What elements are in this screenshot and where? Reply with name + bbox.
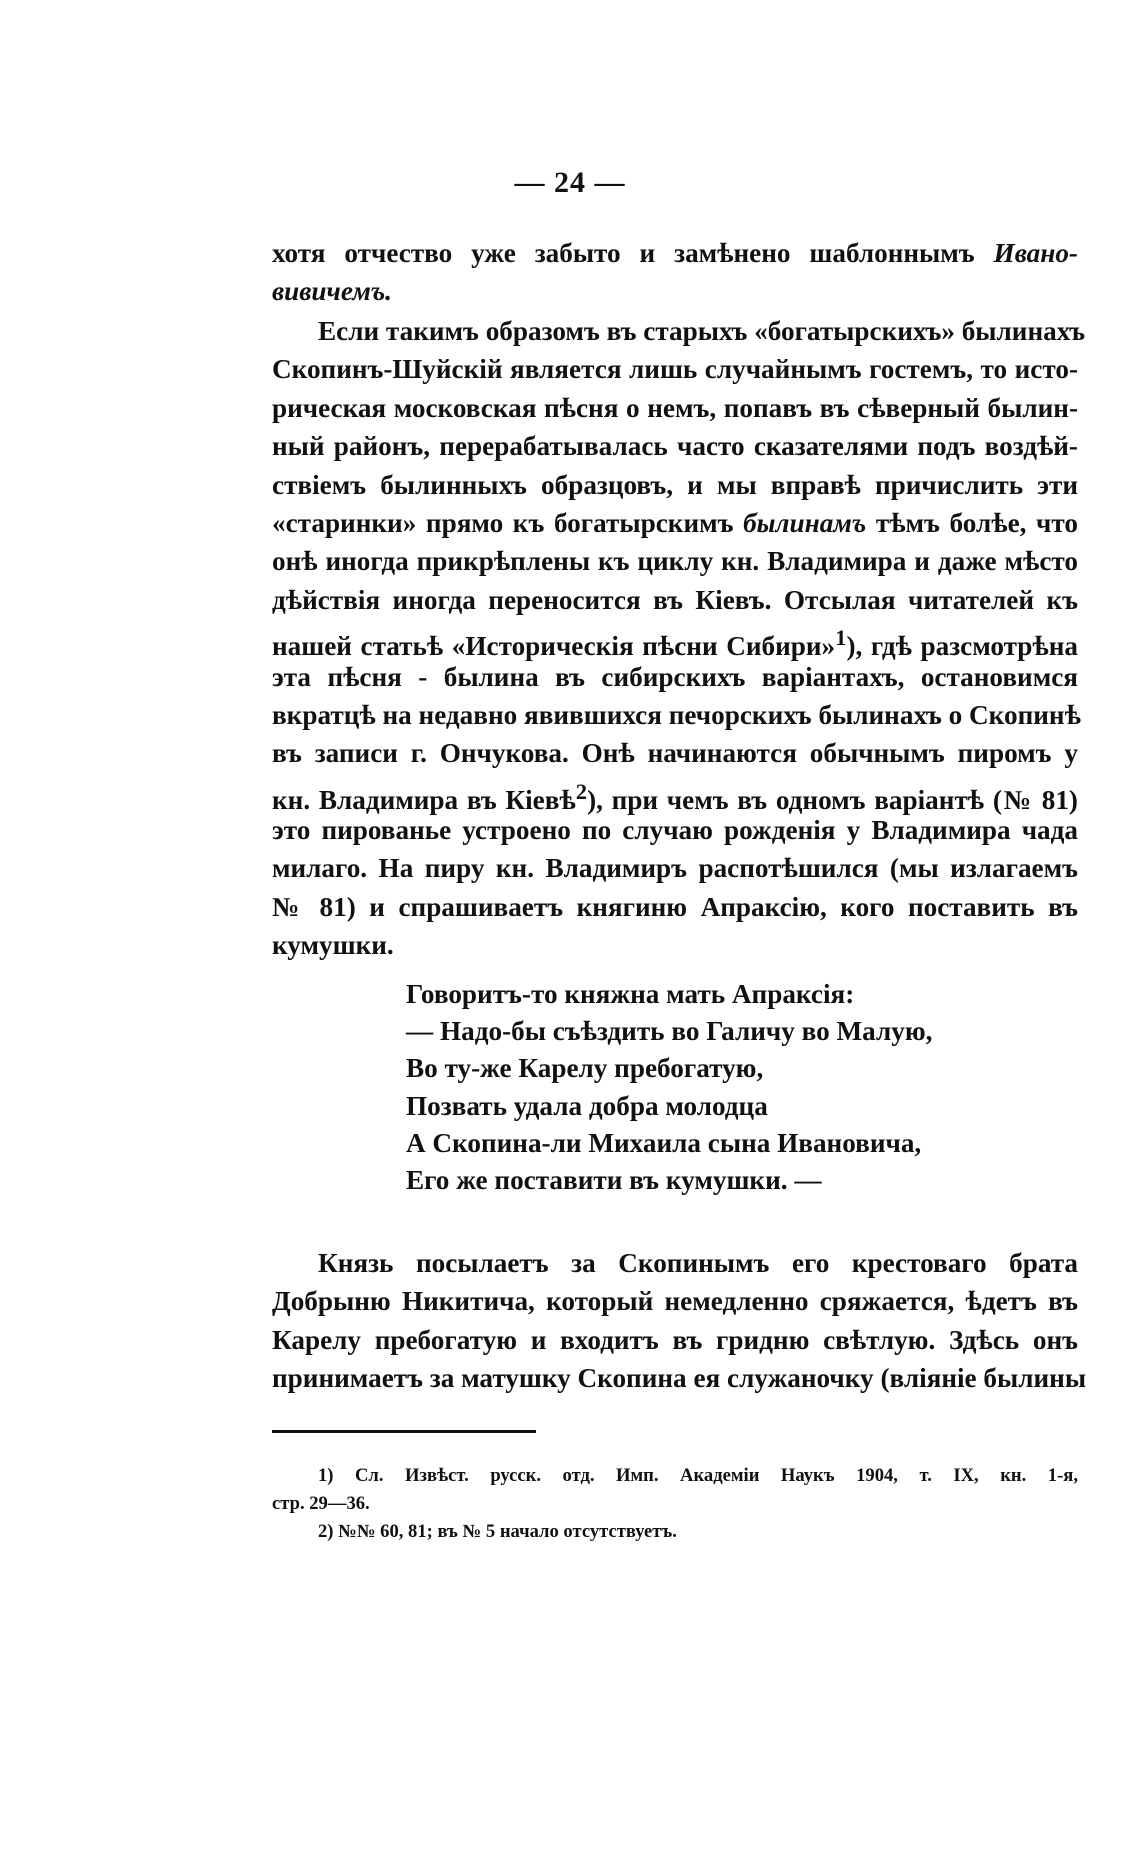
text-line: № 81) и спрашиваетъ княгиню Апраксію, кого поставить въ — [272, 891, 1078, 922]
text-line: вкратцѣ на недавно явившихся печорскихъ былинахъ о Скопинѣ — [272, 699, 1081, 730]
text-line: это пированье устроено по случаю рожденія у Владимира чада — [272, 815, 1078, 846]
text-line: ствіемъ былинныхъ образцовъ, и мы вправѣ причислить эти — [272, 469, 1078, 500]
poem-quote — [406, 976, 932, 1199]
poem-verse: Во ту-же Карелу пребогатую, — [406, 1053, 764, 1084]
text-line: нашей статьѣ «Историческія пѣсни Сибири»$^1$), гдѣ разсмотрѣна — [272, 625, 1078, 662]
text-line: Если такимъ образомъ въ старыхъ «богатырскихъ» былинахъ — [318, 316, 1086, 346]
text-line: Князь посылаетъ за Скопинымъ его крестоваго брата — [318, 1248, 1078, 1278]
italic-word: былинамъ — [743, 507, 867, 538]
text-line: милаго. На пиру кн. Владимиръ распотѣшился (мы излагаемъ — [272, 853, 1078, 884]
page-number: — 24 — — [514, 166, 626, 199]
footnote-1: 1) Сл. Извѣст. русск. отд. Имп. Академіи Наукъ 1904, т. IX, кн. 1-я, — [318, 1465, 1078, 1486]
poem-verse: Позвать удала добра молодца — [406, 1090, 768, 1121]
text-line: дѣйствія иногда переносится въ Кіевъ. Отсылая читателей къ — [272, 584, 1078, 615]
text-line: Карелу пребогатую и входитъ въ гридню свѣтлую. Здѣсь онъ — [272, 1324, 1078, 1355]
text-line — [272, 272, 1078, 310]
footnote-marker: 1 — [835, 625, 847, 651]
text-line: ный районъ, перерабатывалась часто сказателями подъ воздѣй- — [272, 431, 1078, 462]
text-line: въ записи г. Ончукова. Онѣ начинаются обычнымъ пиромъ у — [272, 738, 1078, 769]
poem-verse: — Надо-бы съѣздить во Галичу во Малую, — [406, 1016, 933, 1047]
footnotes — [272, 1462, 1078, 1546]
text-line: Скопинъ-Шуйскій является лишь случайнымъ гостемъ, то исто- — [272, 354, 1078, 385]
paragraph-3 — [272, 1244, 1087, 1398]
poem-verse: А Скопина-ли Михаила сына Ивановича, — [406, 1127, 922, 1158]
paragraph-1 — [272, 234, 1078, 311]
paragraph-2 — [272, 312, 1086, 965]
footnote-marker: 2 — [575, 778, 588, 804]
text-line: принимаетъ за матушку Скопина ея служаночку (вліяніе былины — [272, 1363, 1087, 1394]
footnote-1-continued: стр. 29—36. — [272, 1493, 370, 1514]
text-line: онѣ иногда прикрѣплены къ циклу кн. Владимира и даже мѣсто — [272, 546, 1078, 577]
footnote-divider — [272, 1430, 536, 1433]
text-line: кн. Владимира въ Кіевѣ$^2$), при чемъ въ одномъ варіантѣ (№ 81) — [272, 778, 1078, 815]
text-line: хотя отчество уже забыто и замѣнено шаблоннымъ Ивано- — [272, 238, 1078, 268]
italic-name: Ивано- — [993, 238, 1078, 268]
text-line: Добрыню Никитича, который немедленно сряжается, ѣдетъ въ — [272, 1286, 1078, 1317]
footnote-2: 2) №№ 60, 81; въ № 5 начало отсутствуетъ. — [318, 1521, 677, 1542]
text-line: кумушки. — [272, 930, 394, 961]
text-line: рическая московская пѣсня о немъ, попавъ въ сѣверный былин- — [272, 392, 1078, 423]
text-line: «старинки» прямо къ богатырскимъ былинамъ тѣмъ болѣе, что — [272, 507, 1078, 538]
text-line: эта пѣсня - былина въ сибирскихъ варіантахъ, остановимся — [272, 661, 1078, 692]
italic-name: вивичемъ. — [272, 276, 392, 307]
poem-verse: Говоритъ-то княжна мать Апраксія: — [406, 979, 855, 1009]
poem-verse: Его же поставити въ кумушки. — — [406, 1164, 822, 1195]
